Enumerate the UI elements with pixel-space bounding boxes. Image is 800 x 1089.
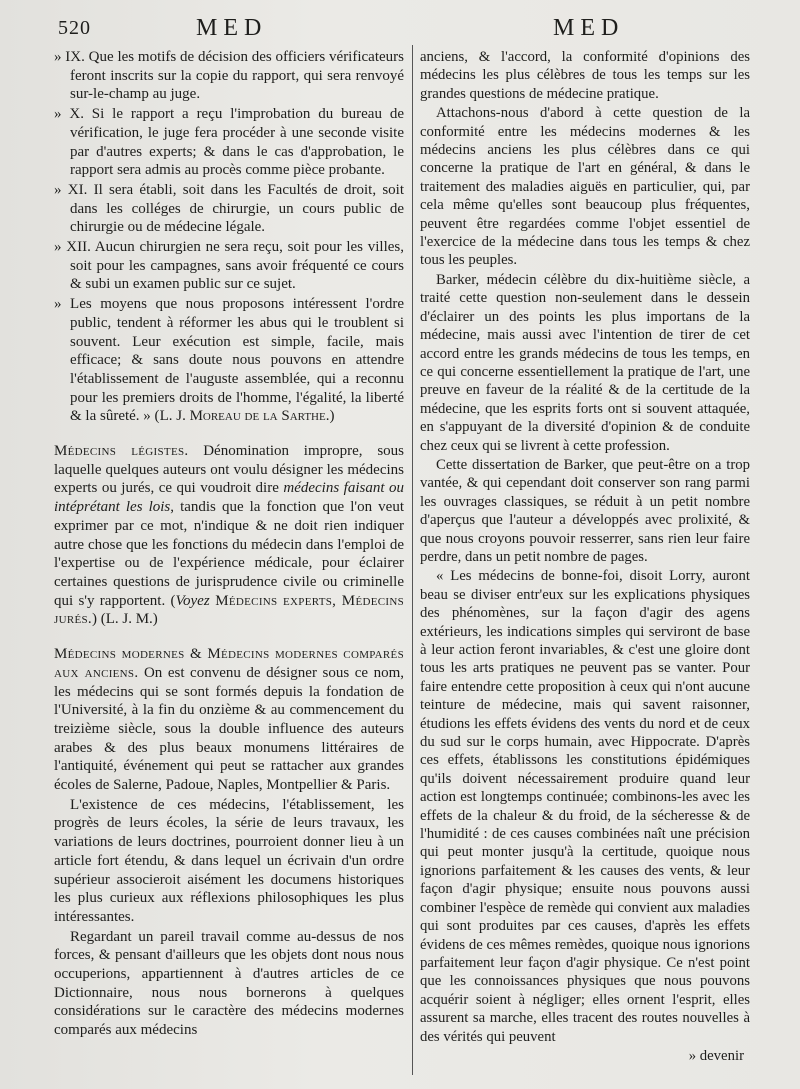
right-column	[420, 48, 750, 1065]
column-divider	[412, 45, 413, 1075]
conclusion-text: » Les moyens que nous proposons intéressent l'ordre public, tendent à réformer les abus qui le troublent si souvent. Leur exécution est simple, facile, mais efficace; & sans doute nous pouvons en attendre l'établissement de l'auguste assemblée, qui a reconnu pour les premiers droits de l'homme, l'égalité, la liberté & la sûreté. » (	[54, 296, 404, 425]
entry-text-legistes-a: Dénomination impropre, sous laquelle quelques auteurs ont voulu désigner les médecins experts ou jurés, ce qui voudroit dire	[54, 443, 404, 497]
running-head-left: MED	[196, 15, 268, 41]
entry-term-modernes: Médecins modernes & Médecins modernes comparés aux anciens.	[54, 646, 404, 681]
paragraph-article-xi: » XI. Il sera établi, soit dans les Facultés de droit, soit dans les colléges de chirurgie, un cours public de chirurgie ou de médecine légale.	[54, 181, 404, 236]
paragraph-attachons: Attachons-nous d'abord à cette question de la conformité entre les médecins modernes & les médecins anciens les plus célèbres dans ce qui concerne la pratique de l'art en général, & dans le traitement des maladies aiguës en particulier, qui, par cela même qu'elles sont beaucoup plus fréquentes, peuvent être regardées comme l'objet essentiel de l'exercice de la médecine dans tous les temps & chez tous les peuples.	[420, 105, 750, 269]
entry-italic-legistes: médecins faisant ou intéprétant les lois	[54, 480, 405, 516]
left-column	[54, 48, 404, 1040]
paragraph-existence: L'existence de ces médecins, l'établissement, les progrès de leurs écoles, la série de leurs travaux, les variations de leurs doctrines, pourroient donner lieu à un article fort étendu, & dans lequel un écrivain d'un ordre supérieur associeroit aisément les documens historiques les plus curieux aux réflexions philosophiques les plus intéressantes.	[54, 796, 404, 925]
entry-medecins-modernes	[54, 645, 404, 795]
paragraph-article-x: » X. Si le rapport a reçu l'improbation du bureau de vérification, le juge fera procéder à une seconde visite par d'autres experts; & dans le cas d'approbation, le rapport sera admis au procès comme pièce probante.	[54, 106, 404, 179]
entry-text-legistes-b: , tandis que la fonction que l'on veut exprimer par ce mot, n'indique & ne doit rien indiquer autre chose que les fonctions du médecin dans l'emploi de l'expertise ou de l'expérience médicale, pour éclairer certaines questions de jurisprudence civile ou criminelle qui s'y rapportent. (	[54, 499, 404, 609]
paragraph-continuation: anciens, & l'accord, la conformité d'opinions des médecins les plus célèbres de tous les temps sur les grandes questions de médecine pratique.	[420, 49, 750, 102]
running-head-right: MED	[553, 15, 625, 41]
paragraph-regardant: Regardant un pareil travail comme au-dessus de nos forces, & pensant d'ailleurs que les objets dont nous nous occuperions, appartiennent à d'autres articles de ce Dictionnaire, nous nous bornerons à quelques considérations sur le caractère des médecins modernes comparés aux médecins	[54, 928, 404, 1039]
paragraph-article-ix: » IX. Que les motifs de décision des officiers vérificateurs feront inscrits sur la copie du rapport, qui sera renvoyé sur-le-champ au juge.	[54, 49, 404, 103]
entry-term-legistes: Médecins légistes.	[54, 443, 189, 460]
catchword: » devenir	[688, 1047, 744, 1064]
entry-medecins-legistes	[54, 442, 404, 629]
cross-ref-voyez: Voyez	[175, 592, 210, 609]
entry-text-modernes: On est convenu de désigner sous ce nom, les médecins qui se sont formés depuis la fondation de l'Université, à la fin du onzième & au commencement du treizième siècle, sous la double influence des auteurs arabes & des plus beaux monumens littéraires de l'antiquité, événement qui peut se rattacher aux grandes écoles de Salerne, Padoue, Naples, Montpellier & Paris.	[54, 664, 404, 794]
author-signature: L. J. Moreau de la Sarthe.	[159, 408, 330, 425]
paragraph-dissertation: Cette dissertation de Barker, que peut-être on a trop vantée, & qui cependant doit conserver son rang parmi les ouvrages classiques, se réduit à un petit nombre d'aperçus que l'auteur a développés avec prolixité, & que nous croyons pouvoir resserrer, sans rien leur faire perdre, dans un petit nombre de pages.	[420, 456, 750, 565]
signature-close: )	[329, 408, 335, 425]
paragraph-article-xii: » XII. Aucun chirurgien ne sera reçu, soit pour les villes, soit pour les campagnes, sans avoir fréquenté ce cours & subi un examen public sur ce sujet.	[54, 239, 404, 293]
page-header	[0, 15, 800, 45]
paragraph-barker: Barker, médecin célèbre du dix-huitième siècle, a traité cette question non-seulement dans le dessein d'éclairer un des points les plus importans de la médecine, mais aussi avec l'intention de tirer de cet accord entre les grands médecins de tous les temps, en ce qui concerne essentiellement la pratique de l'art, une preuve en faveur de la réalité & de la certitude de la médecine, que les esprits forts ont si souvent attaquée, en s'appuyant de la diversité d'opinion & de conduite chez ceux qui se livrent à cette profession.	[420, 271, 750, 454]
paragraph-conclusion	[54, 295, 404, 426]
paragraph-lorry-quote: « Les médecins de bonne-foi, disoit Lorry, auront beau se diviser entr'eux sur les explications physiques des phénomènes, sur la façon d'agir des agens extérieurs, les indications simples qui serviront de base à leur action feront invariables, & c'est une gloire dont tous les arts pratiques ne peuvent pas se vanter. Pour faire entendre cette proposition à ceux qui n'ont aucune teinture de médecine, mais qui savent raisonner, étudions les effets évidens des vents du nord et de ceux du sud sur le corps humain, avec Hippocrate. D'après ces effets, établissons les constitutions épidémiques qu'ils doivent nécessairement produire quand leur action est longtemps continuée; combinons-les avec les effets de la chaleur & du froid, de la sécheresse & de l'humidité : de ces causes combinées naît une précision qui peut monter jusqu'à la certitude, quoique nous ignorions parfaitement & les causes des vents, & leur façon d'agir physique; ensuite nous pouvons aussi combiner l'espèce de remède qui convient aux maladies qui sont produites par ces causes, d'après les effets évidens de ces mêmes remèdes, quoique nous ignorions parfaitement leur façon d'agir physique. Ce n'est point que les connoissances physiques que nous pouvons acquérir soient à négliger; elles ornent l'esprit, elles assurent sa marche, elles tracent des routes nouvelles à des vérités qui peuvent	[420, 568, 750, 1045]
page-number: 520	[58, 17, 91, 39]
cross-ref-entries: Médecins experts, Médecins jurés.	[54, 592, 404, 628]
entry-signature-legistes: ) (L. J. M.)	[91, 611, 158, 628]
